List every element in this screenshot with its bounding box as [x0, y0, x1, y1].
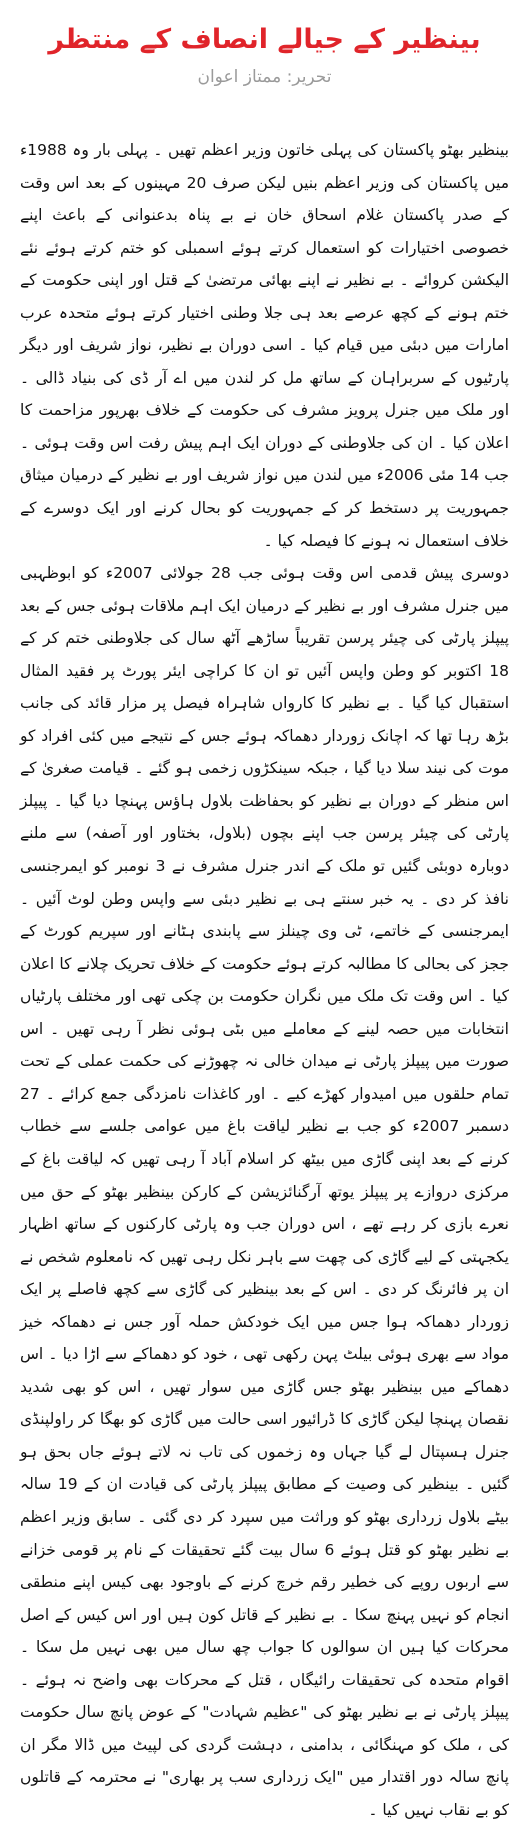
article-body [20, 134, 509, 1826]
article-author: تحریر: ممتاز اعوان [197, 67, 332, 87]
article-paragraph: دوسری پیش قدمی اس وقت ہوئی جب 28 جولائی 2007ء کو ابوظہبی میں جنرل مشرف اور بے نظیر کے درمیان ایک اہم ملاقات ہوئی جس کے بعد پیپلز پارٹی کی چیئر پرسن تقریباً ساڑھے آٹھ سال کی جلاوطنی ختم کر کے 18 اکتوبر کو وطن واپس آئیں تو ان کا کراچی ایئر پورٹ پر فقید المثال استقبال کیا گیا ۔ بے نظیر کا کارواں شاہراہ فیصل پر مزار قائد کی جانب بڑھ رہا تھا کہ اچانک زوردار دھماکہ ہوئے جس کے نتیجے میں کئی افراد کو موت کی نیند سلا دیا گیا ، جبکہ سینکڑوں زخمی ہو گئے ۔ قیامت صغریٰ کے اس منظر کے دوران بے نظیر کو بحفاظت بلاول ہاؤس پہنچا دیا گیا ۔ پیپلز پارٹی کی چیئر پرسن جب اپنے بچوں (بلاول، بختاور اور آصفہ) سے ملنے دوبارہ دوبئی گئیں تو ملک کے اندر جنرل مشرف نے 3 نومبر کو ایمرجنسی نافذ کر دی ۔ یہ خبر سنتے ہی بے نظیر دبئی سے واپس وطن لوٹ آئیں ۔ ایمرجنسی کے خاتمے، ٹی وی چینلز سے پابندی ہٹانے اور سپریم کورٹ کے ججز کی بحالی کا مطالبہ کرتے ہوئے حکومت کے خلاف تحریک چلانے کا اعلان کیا ۔ اس وقت تک ملک میں نگران حکومت بن چکی تھی اور مختلف پارٹیاں انتخابات میں حصہ لینے کے معاملے میں بٹی ہوئی نظر آ رہی تھیں ۔ اس صورت میں پیپلز پارٹی نے میدان خالی نہ چھوڑنے کی حکمت عملی کے تحت تمام حلقوں میں امیدوار کھڑے کیے ۔ اور کاغذات نامزدگی جمع کرائے ۔ 27 دسمبر 2007ء کو جب بے نظیر لیاقت باغ میں عوامی جلسے سے خطاب کرنے کے بعد اپنی گاڑی میں بیٹھ کر اسلام آباد آ رہی تھیں کہ لیاقت باغ کے مرکزی دروازے پر پیپلز یوتھ آرگنائزیشن کے کارکن بینظیر بھٹو کے حق میں نعرے بازی کر رہے تھے ، اس دوران جب وہ پارٹی کارکنوں کے ساتھ اظہار یکجہتی کے لیے گاڑی کی چھت سے باہر نکل رہی تھیں کہ نامعلوم شخص نے ان پر فائرنگ کر دی ۔ اس کے بعد بینظیر کی گاڑی سے کچھ فاصلے پر ایک زوردار دھماکہ ہوا جس میں ایک خودکش حملہ آور جس نے دھماکہ خیز مواد سے بھری ہوئی بیلٹ پہن رکھی تھی ، خود کو دھماکے سے اڑا دیا ۔ اس دھماکے میں بینظیر بھٹو جس گاڑی میں سوار تھیں ، اس کو بھی شدید نقصان پہنچا لیکن گاڑی کا ڈرائیور اسی حالت میں گاڑی کو بھگا کر راولپنڈی جنرل ہسپتال لے گیا جہاں وہ زخموں کی تاب نہ لاتے ہوئے جاں بحق ہو گئیں ۔ بینظیر کی وصیت کے مطابق پیپلز پارٹی کی قیادت ان کے 19 سالہ بیٹے بلاول زرداری بھٹو کو وراثت میں سپرد کر دی گئی ۔ سابق وزیر اعظم بے نظیر بھٹو کو قتل ہوئے 6 سال بیت گئے تحقیقات کے نام پر قومی خزانے سے اربوں روپے کی خطیر رقم خرچ کرنے کے باوجود بھی کیس اپنے منطقی انجام کو نہیں پہنچ سکا ۔ بے نظیر کے قاتل کون ہیں اور اس کیس کے اصل محرکات کیا ہیں ان سوالوں کا جواب چھ سال میں بھی نہیں مل سکا ۔ اقوام متحدہ کی تحقیقات رائیگاں ، قتل کے محرکات بھی واضح نہ ہوئے ۔ پیپلز پارٹی نے بے نظیر بھٹو کی "عظیم شہادت" کے عوض پانچ سال حکومت کی ، ملک کو مہنگائی ، بدامنی ، دہشت گردی کی لپیٹ میں ڈالا مگر ان پانچ سالہ دور اقتدار میں "ایک زرداری سب پر بھاری" نے محترمہ کے قاتلوں کو بے نقاب نہیں کیا ۔ [20, 564, 510, 1819]
article-paragraph: بینظیر بھٹو پاکستان کی پہلی خاتون وزیر اعظم تھیں ۔ پہلی بار وہ 1988ء میں پاکستان کی وزیر اعظم بنیں لیکن صرف 20 مہینوں کے بعد اس وقت کے صدر پاکستان غلام اسحاق خان نے بے پناہ بدعنوانی کے باعث اپنے خصوصی اختیارات کو استعمال کرتے ہوئے اسمبلی کو ختم کرتے ہوئے نئے الیکشن کروائے ۔ بے نظیر نے اپنے بھائی مرتضیٰ کے قتل اور اپنی حکومت کے ختم ہونے کے کچھ عرصے بعد ہی جلا وطنی اختیار کرتے ہوئے متحدہ عرب امارات میں دبئی میں قیام کیا ۔ اسی دوران بے نظیر، نواز شریف اور دیگر پارٹیوں کے سربراہان کے ساتھ مل کر لندن میں اے آر ڈی کی بنیاد ڈالی ۔ اور ملک میں جنرل پرویز مشرف کی حکومت کے خلاف بھرپور مزاحمت کا اعلان کیا ۔ ان کی جلاوطنی کے دوران ایک اہم پیش رفت اس وقت ہوئی ۔ جب 14 مئی 2006ء میں لندن میں نواز شریف اور بے نظیر کے درمیان میثاق جمہوریت پر دستخط کر کے جمہوریت کو بحال کرنے اور ایک دوسرے کے خلاف استعمال نہ ہونے کا فیصلہ کیا ۔ [20, 141, 509, 550]
article-title: بینظیر کے جیالے انصاف کے منتظر [48, 24, 481, 55]
